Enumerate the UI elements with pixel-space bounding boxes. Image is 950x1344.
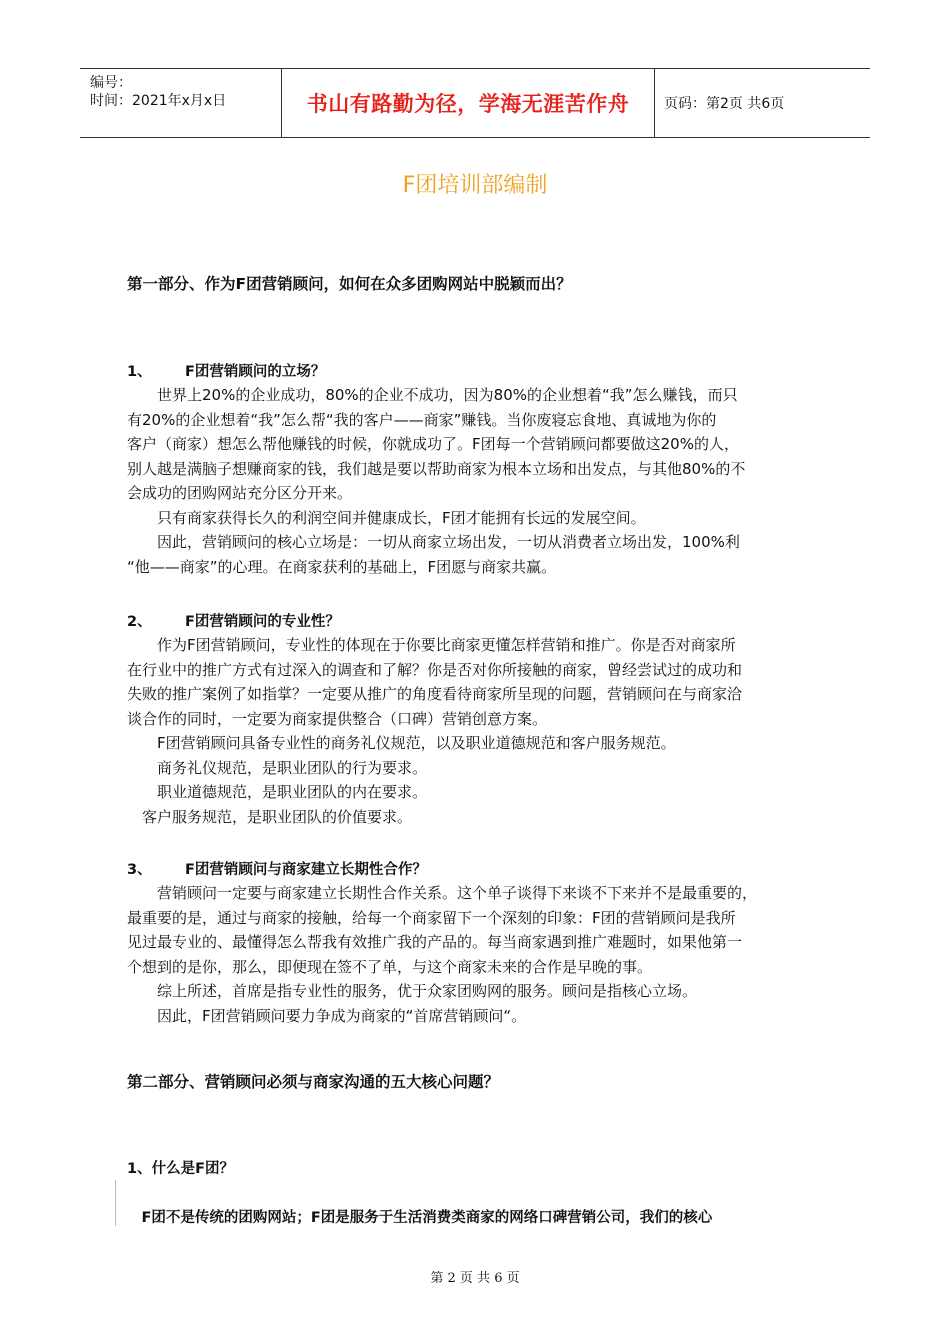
part2-heading: 第二部分、营销顾问必须与商家沟通的五大核心问题？ [127,1073,500,1091]
section-number: 3、 [127,862,152,878]
paragraph-line: 作为F团营销顾问，专业性的体现在于你要比商家更懂怎样营销和推广。你是否对商家所 [127,636,736,654]
page-info: 页码：第2页 共6页 [664,96,785,112]
paragraph-line: 综上所述，首席是指专业性的服务，优于众家团购网的服务。顾问是指核心立场。 [127,982,698,1000]
paragraph-line: 只有商家获得长久的利润空间并健康成长，F团才能拥有长远的发展空间。 [127,508,646,527]
number-label: 编号： [90,75,132,91]
section-number: 2、 [127,614,152,630]
header-page-cell [654,69,870,137]
section-2-heading [127,610,340,631]
paragraph-line: 因此，营销顾问的核心立场是：一切从商家立场出发，一切从消费者立场出发，100%利 [127,533,740,551]
paragraph-line: 会成功的团购网站充分区分开来。 [127,484,353,502]
paragraph-line: 因此，F团营销顾问要力争成为商家的“首席营销顾问“。 [127,1006,527,1025]
section-title: F团营销顾问与商家建立长期性合作？ [185,862,427,878]
paragraph-line: 商务礼仪规范，是职业团队的行为要求。 [127,758,428,777]
left-margin-bar [115,1180,116,1226]
paragraph-line: 营销顾问一定要与商家建立长期性合作关系。这个单子谈得下来谈不下来并不是最重要的， [127,884,758,902]
section-title: F团营销顾问的立场？ [185,364,326,380]
paragraph-line: 在行业中的推广方式有过深入的调查和了解？你是否对你所接触的商家，曾经尝试过的成功和 [127,660,743,679]
paragraph-line: 客户服务规范，是职业团队的价值要求。 [127,807,413,826]
section-3-heading [127,858,427,879]
section-3-body [127,881,827,1028]
section-1-heading [127,360,325,381]
paragraph-line: 谈合作的同时，一定要为商家提供整合（口碑）营销创意方案。 [127,709,548,728]
page-footer: 第 2 页 共 6 页 [430,1271,520,1286]
paragraph-line: 最重要的是，通过与商家的接触，给每一个商家留下一个深刻的印象：F团的营销顾问是我所 [127,908,736,927]
paragraph-line: 别人越是满脑子想赚商家的钱，我们越是要以帮助商家为根本立场和出发点，与其他80%的不 [127,459,746,478]
paragraph-line: 客户（商家）想怎么帮他赚钱的时候，你就成功了。F团每一个营销顾问都要做这20%的人， [127,435,739,453]
paragraph-line: 见过最专业的、最懂得怎么帮我有效推广我的产品的。每当商家遇到推广难题时，如果他第一 [127,933,743,951]
header-table [80,68,870,138]
paragraph-line: 有20%的企业想着“我”怎么帮“我的客户——商家”赚钱。当你废寝忘食地、真诚地为你的 [127,410,717,429]
section-number: 1、 [127,364,152,380]
section-2-body [127,633,827,829]
part1-heading: 第一部分、作为F团营销顾问，如何在众多团购网站中脱颖而出？ [127,275,572,293]
part2-section-1-heading: 1、什么是F团？ [127,1161,234,1177]
motto: 书山有路勤为径，学海无涯苦作舟 [306,91,630,116]
part2-section-1-line: F团不是传统的团购网站；F团是服务于生活消费类商家的网络口碑营销公司，我们的核心 [127,1210,713,1226]
paragraph-line: 世界上20%的企业成功，80%的企业不成功，因为80%的企业想着“我”怎么赚钱，而只 [127,386,738,404]
paragraph-line: 失败的推广案例了如指掌？一定要从推广的角度看待商家所呈现的问题，营销顾问在与商家洽 [127,685,743,703]
section-1-body [127,383,827,579]
paragraph-line: F团营销顾问具备专业性的商务礼仪规范，以及职业道德规范和客户服务规范。 [127,734,676,752]
paragraph-line: 个想到的是你，那么，即便现在签不了单，与这个商家未来的合作是早晚的事。 [127,957,653,976]
document-title: F团培训部编制 [402,173,548,198]
paragraph-line: 职业道德规范，是职业团队的内在要求。 [127,783,428,801]
time-label: 时间：2021年x月x日 [90,93,227,109]
header-motto-cell [281,69,655,137]
section-title: F团营销顾问的专业性？ [185,614,340,630]
header-meta-cell [80,69,281,137]
paragraph-line: “他——商家”的心理。在商家获利的基础上，F团愿与商家共赢。 [127,557,557,576]
